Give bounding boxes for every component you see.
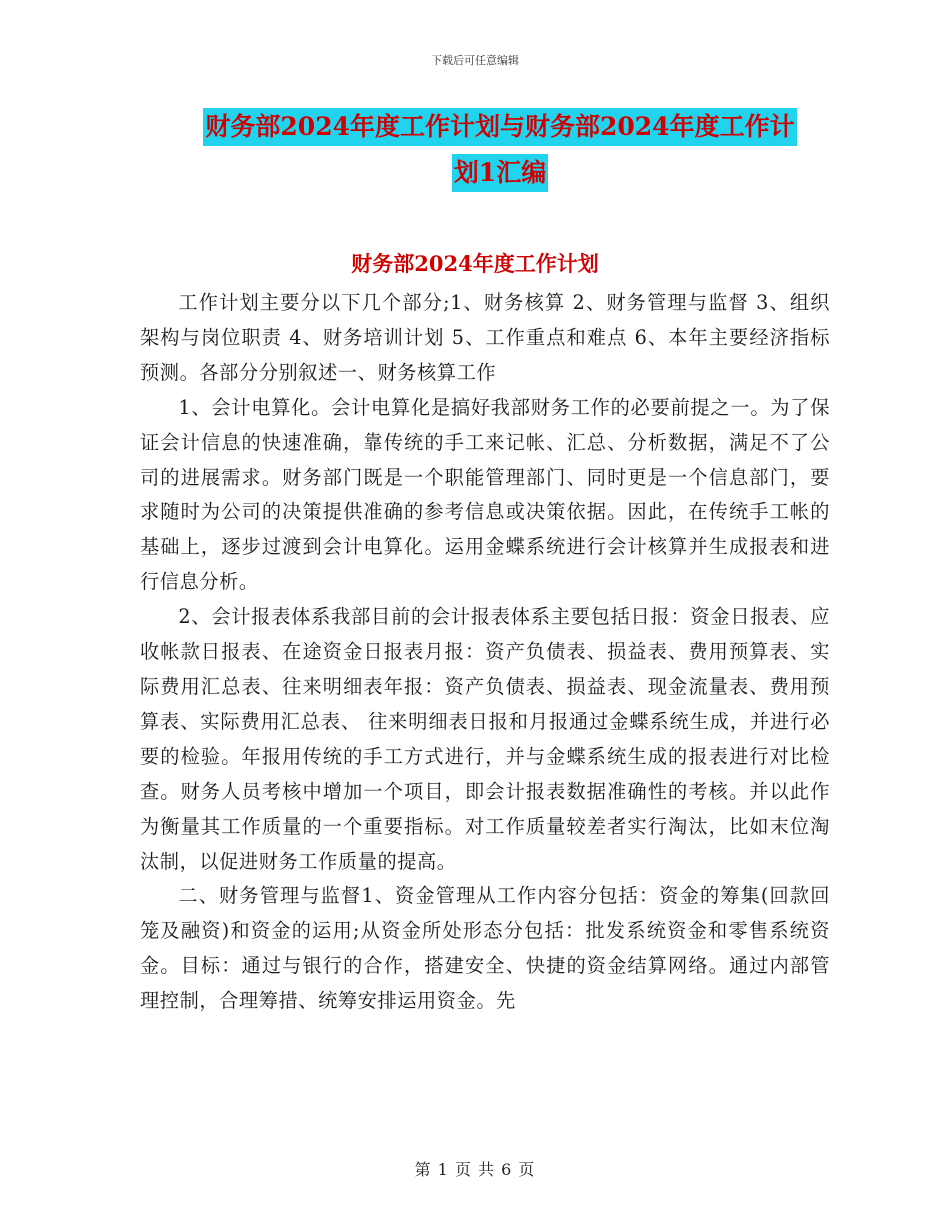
header-note: 下载后可任意编辑	[431, 54, 519, 67]
paragraph-report-system: 2、会计报表体系我部目前的会计报表体系主要包括日报：资金日报表、应收帐款日报表、在途资金日报表月报：资产负债表、损益表、费用预算表、实际费用汇总表、往来明细表年报：资产负债表、损益表、现金流量表、费用预算表、实际费用汇总表、 往来明细表日报和月报通过金蝶系统生成，并进行必要的检验。年报用传统的手工方式进行，并与金蝶系统生成的报表进行对比检查。财务人员考核中增加一个项目，即会计报表数据准确性的考核。并以此作为衡量其工作质量的一个重要指标。对工作质量较差者实行淘汰，比如末位淘汰制，以促进财务工作质量的提高。	[140, 605, 830, 873]
paragraph-accounting-computerization: 1、会计电算化。会计电算化是搞好我部财务工作的必要前提之一。为了保证会计信息的快速准确，靠传统的手工来记帐、汇总、分析数据，满足不了公司的进展需求。财务部门既是一个职能管理部门、同时更是一个信息部门，要求随时为公司的决策提供准确的参考信息或决策依据。因此，在传统手工帐的基础上，逐步过渡到会计电算化。运用金蝶系统进行会计核算并生成报表和进行信息分析。	[140, 395, 830, 594]
paragraph-intro: 工作计划主要分以下几个部分;1、财务核算 2、财务管理与监督 3、组织架构与岗位职责 4、财务培训计划 5、工作重点和难点 6、本年主要经济指标预测。各部分分别叙述一、财务核算工作	[140, 291, 830, 384]
page-number: 第 1 页 共 6 页	[414, 1160, 536, 1179]
paragraph-financial-management: 二、财务管理与监督1、资金管理从工作内容分包括：资金的筹集(回款回笼及融资)和资金的运用;从资金所处形态分包括：批发系统资金和零售系统资金。目标：通过与银行的合作，搭建安全、快捷的资金结算网络。通过内部管理控制，合理筹措、统筹安排运用资金。先	[140, 884, 830, 1013]
document-title	[140, 108, 860, 192]
section-title: 财务部2024年度工作计划	[351, 251, 599, 276]
title-line-1: 财务部2024年度工作计划与财务部2024年度工作计	[203, 108, 796, 146]
title-line-2: 划1汇编	[452, 154, 548, 192]
document-body	[140, 286, 830, 1019]
